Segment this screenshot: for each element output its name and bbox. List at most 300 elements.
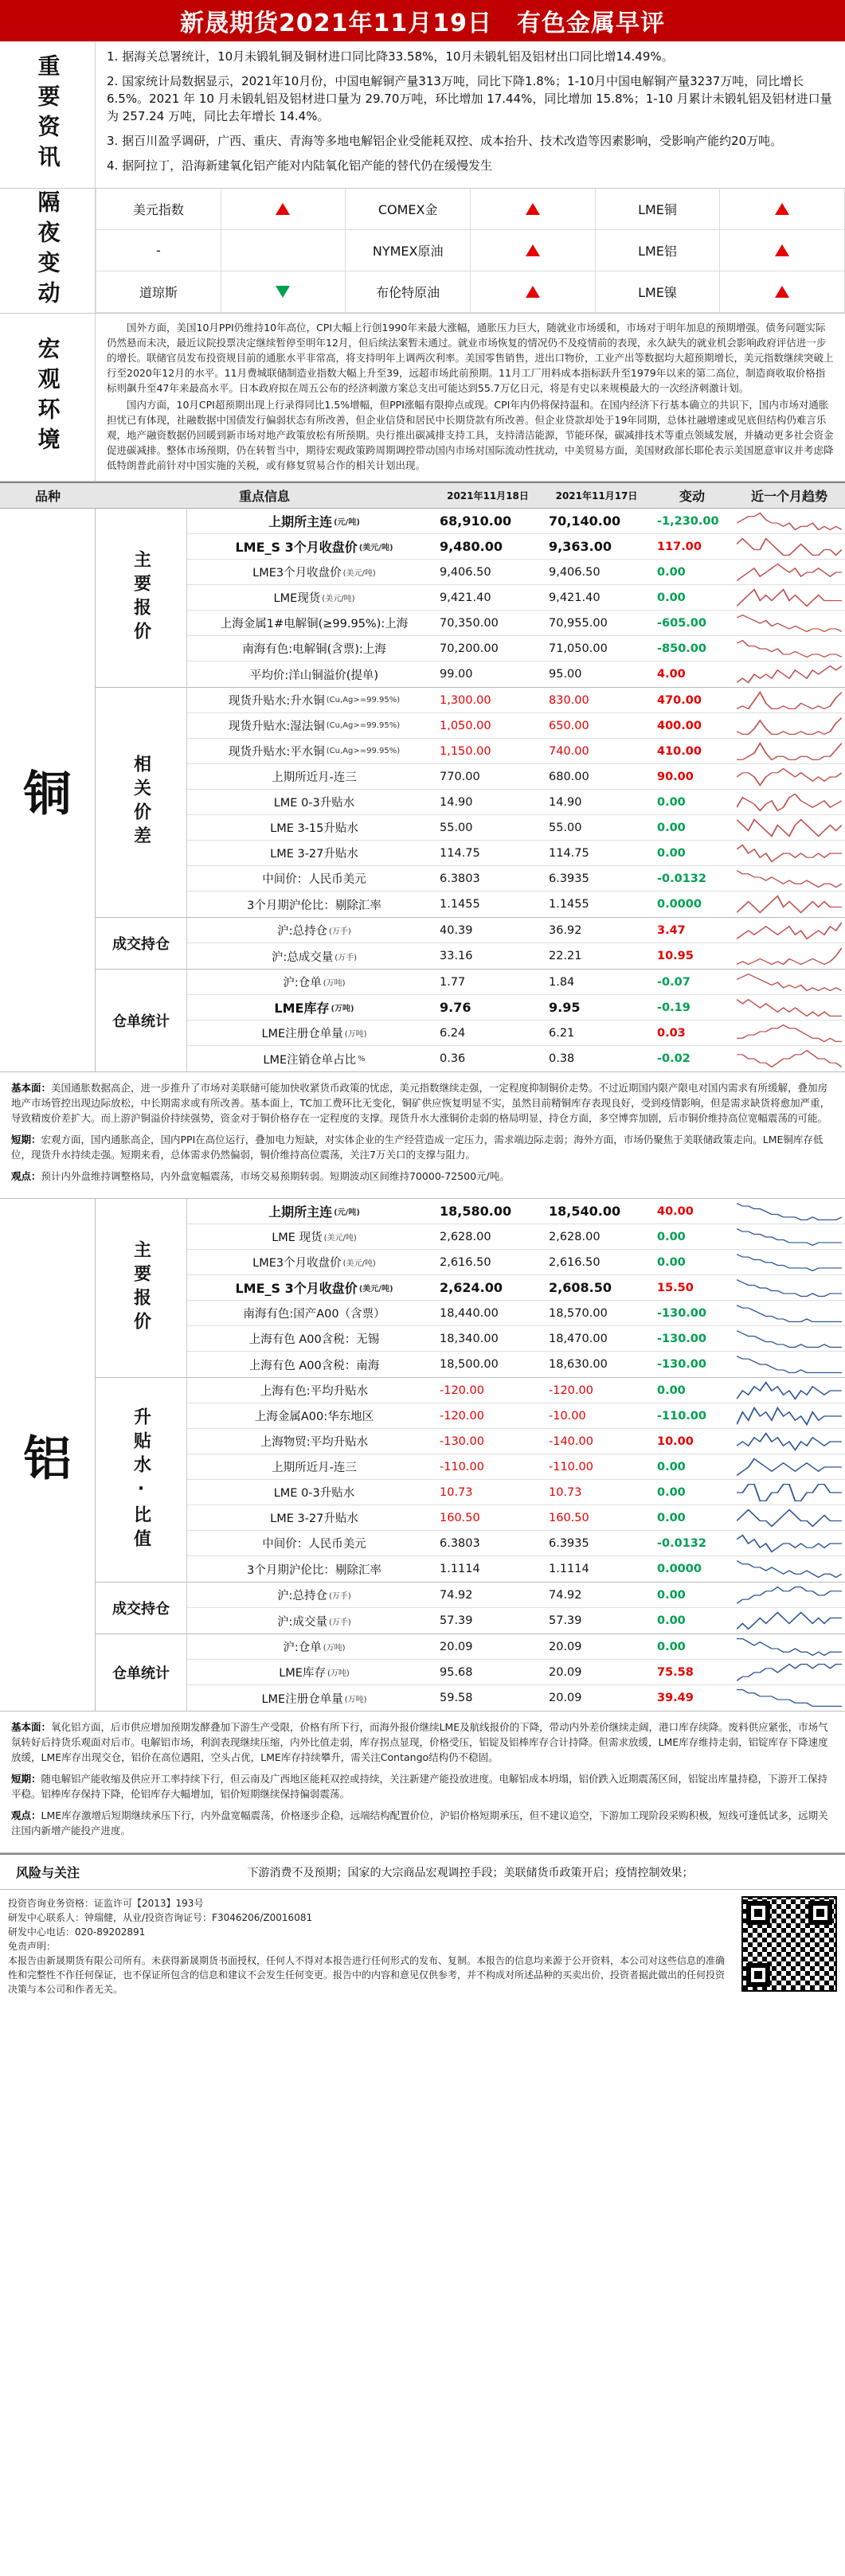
table-row bbox=[187, 970, 845, 995]
value-current: 1.1455 bbox=[440, 898, 480, 911]
row-unit: (Cu,Ag>=99.95%) bbox=[326, 747, 401, 755]
value-previous: 57.39 bbox=[549, 1614, 582, 1627]
trend-cell bbox=[734, 970, 845, 994]
row-unit: (美元/吨) bbox=[342, 1259, 376, 1268]
overnight-direction bbox=[471, 271, 596, 313]
comment-text: 预计内外盘维持调整格局，内外盘宽幅震荡，市场交易预期转弱。短期波动区间维持70000-72500元/吨。 bbox=[41, 1170, 510, 1182]
news-body bbox=[96, 41, 845, 188]
trend-line bbox=[737, 1433, 842, 1450]
value-current: 770.00 bbox=[440, 770, 480, 783]
value-previous: 650.00 bbox=[549, 719, 589, 732]
comment-paragraph bbox=[11, 1719, 834, 1765]
row-name-text: 现货升贴水:平水铜 bbox=[228, 746, 325, 759]
value-change: -1,230.00 bbox=[657, 514, 719, 528]
value-current: 6.3803 bbox=[440, 872, 480, 885]
trend-sparkline bbox=[737, 1585, 842, 1606]
row-name bbox=[187, 896, 433, 913]
row-name bbox=[187, 640, 433, 657]
row-name bbox=[187, 1305, 433, 1321]
trend-sparkline bbox=[737, 638, 842, 659]
trend-cell bbox=[734, 535, 845, 559]
trend-line bbox=[737, 666, 842, 683]
value-previous: 2,608.50 bbox=[549, 1280, 612, 1295]
value-current: -120.00 bbox=[440, 1409, 484, 1423]
trend-sparkline bbox=[737, 1533, 842, 1554]
arrow-up-icon bbox=[775, 244, 789, 256]
trend-sparkline bbox=[737, 741, 842, 762]
footer-line: 投资咨询业务资格：证监许可【2013】193号 bbox=[8, 1898, 204, 1909]
trend-line bbox=[737, 1356, 842, 1373]
news-item: 2. 国家统计局数据显示，2021年10月份，中国电解铜产量313万吨，同比下降1.8%；1-10月中国电解铜产量3237万吨，同比增长6.5%。2021 年 10 月未锻轧铝及铝材进口量为 29.70万吨，环比增加 17.44%，同比增加 15.8%；1-10 月累计未锻轧铝及铝材进口量为 257.24 万吨，同比去年增长 14.4%。 bbox=[107, 74, 832, 123]
row-name-text: LME现货 bbox=[273, 592, 321, 605]
row-unit: (美元/吨) bbox=[322, 595, 355, 603]
trend-line bbox=[737, 1407, 842, 1424]
row-unit: (万吨) bbox=[344, 1030, 367, 1039]
footer-line: 研发中心联系人：钟瑞健，从业/投资咨询证号：F3046206/Z0016081 bbox=[8, 1912, 313, 1923]
trend-sparkline bbox=[737, 1201, 842, 1222]
value-change: 75.58 bbox=[657, 1665, 694, 1679]
table-row bbox=[187, 1224, 845, 1250]
trend-sparkline bbox=[737, 1482, 842, 1503]
overnight-direction bbox=[720, 271, 845, 313]
value-change: 0.00 bbox=[657, 565, 686, 579]
row-name-text: LME 0-3升贴水 bbox=[273, 1487, 355, 1500]
row-name-text: LME 3-15升贴水 bbox=[270, 822, 358, 835]
table-row bbox=[187, 509, 845, 534]
trend-line bbox=[737, 896, 842, 913]
trend-sparkline bbox=[737, 1048, 842, 1069]
table-row bbox=[187, 943, 845, 969]
table-header bbox=[0, 482, 845, 509]
value-previous: 1.1114 bbox=[549, 1563, 589, 1575]
value-current: 40.39 bbox=[440, 923, 473, 937]
news-item: 4. 据阿拉丁，沿海新建氧化铝产能对内陆氧化铝产能的替代仍在缓慢发生 bbox=[107, 158, 493, 173]
trend-line bbox=[737, 1690, 842, 1707]
table-row bbox=[187, 560, 845, 585]
table-row bbox=[187, 688, 845, 713]
table-row bbox=[187, 815, 845, 841]
trend-line bbox=[737, 538, 842, 555]
value-change: 0.00 bbox=[657, 1460, 686, 1473]
overnight-name: LME铝 bbox=[596, 230, 721, 271]
trend-cell bbox=[734, 611, 845, 635]
value-current: 9,480.00 bbox=[440, 539, 503, 554]
row-name bbox=[187, 1561, 433, 1578]
value-previous: 160.50 bbox=[549, 1511, 589, 1524]
value-change: 90.00 bbox=[657, 770, 694, 783]
price-group bbox=[96, 1378, 845, 1583]
table-row bbox=[187, 918, 845, 943]
value-previous: 20.09 bbox=[549, 1692, 582, 1704]
value-change: 0.00 bbox=[657, 1230, 686, 1243]
group-rows bbox=[187, 918, 845, 969]
value-change: -130.00 bbox=[657, 1332, 706, 1345]
table-row bbox=[187, 1685, 845, 1711]
value-previous: 740.00 bbox=[549, 744, 589, 758]
row-name bbox=[187, 768, 433, 785]
row-name-text: LME 0-3升贴水 bbox=[273, 797, 355, 810]
footer bbox=[0, 1890, 845, 2003]
row-name-text: 平均价:洋山铜溢价(提单) bbox=[249, 669, 379, 682]
table-row bbox=[187, 790, 845, 815]
trend-cell bbox=[734, 1506, 845, 1530]
value-current: 99.00 bbox=[440, 668, 473, 681]
trend-cell bbox=[734, 841, 845, 865]
comment-text: 氧化铝方面，后市供应增加预期发酵叠加下游生产受限，价格有所下行，而海外报价继续LME及航线报价的下降，带动内外差价继续走阔，港口库存续降。废料供应紧张，市场气氛转好后持货乐观面对后市。电解铝市场，利润表现继续压缩，内外比值走弱，库存拐点显现，价格受压，铝锭及铝棒库存合计持降。但需求放缓，LME库存维持走弱，铝锭库存下降速度放缓，LME库存出现交仓，铝价在高位遇阻，空头占优，LME库存持续攀升，需关注Contango结构仍不稳固。 bbox=[11, 1721, 828, 1763]
row-name-text: LME 3-27升贴水 bbox=[270, 848, 358, 861]
trend-sparkline bbox=[737, 1431, 842, 1452]
value-current: 70,350.00 bbox=[440, 616, 499, 630]
row-name bbox=[187, 743, 433, 759]
row-name-text: 上期所主连 bbox=[268, 514, 333, 529]
footer-line: 免责声明： bbox=[8, 1941, 57, 1952]
value-change: 40.00 bbox=[657, 1204, 694, 1218]
group-rows bbox=[187, 1634, 845, 1711]
trend-line bbox=[737, 922, 842, 939]
group-rows bbox=[187, 1583, 845, 1633]
table-row bbox=[187, 1454, 845, 1480]
trend-line bbox=[737, 1587, 842, 1603]
row-name-text: LME注销仓单占比 bbox=[263, 1053, 357, 1067]
value-current: 18,500.00 bbox=[440, 1358, 499, 1371]
group-rows bbox=[187, 1378, 845, 1582]
value-change: 10.95 bbox=[657, 950, 694, 962]
copper-label: 铜 bbox=[0, 509, 96, 1071]
news-section bbox=[0, 41, 845, 189]
comment-text: 美国通胀数据高企，进一步推升了市场对美联储可能加快收紧货币政策的忧虑，美元指数继续走强，一定程度抑制铜价走势。不过近期国内限产限电对国内需求有所缓解，叠加房地产市场管控出现边际放松，中长期需求或有所改善。基本面上，TC加工费环比无变化，铜矿供应恢复明显不实，虽然目前精铜库存表现良好，受到疫情影响，但是需求缺货将愈加严重，导致精废价差扩大。而上游沪铜溢价持续强势，资金对于铜价格存在一定程度的支撑。现货升水大涨铜价走弱的格局明显，持仓方面，多空博弈加剧，后市铜价维持高位宽幅震荡的可能。 bbox=[11, 1082, 831, 1124]
value-previous: 6.21 bbox=[549, 1026, 575, 1040]
table-row bbox=[187, 1326, 845, 1352]
arrow-up-icon bbox=[526, 203, 540, 215]
group-label: 成交持仓 bbox=[96, 918, 187, 969]
row-unit: (美元/吨) bbox=[358, 544, 393, 552]
value-current: 18,580.00 bbox=[440, 1204, 512, 1219]
overnight-name: - bbox=[96, 230, 221, 271]
trend-cell bbox=[734, 1404, 845, 1428]
value-change: 0.00 bbox=[657, 1511, 686, 1524]
row-unit: (Cu,Ag>=99.95%) bbox=[326, 696, 401, 704]
row-name-text: 3个月期沪伦比：剔除汇率 bbox=[247, 899, 381, 912]
macro-paragraph: 国外方面，美国10月PPI仍维持10年高位，CPI大幅上行创1990年来最大涨幅，通胀压力巨大，随就业市场缓和，市场对于明年加息的预期增强。债务问题实际仍然悬而未决，最近议院投票决定继续暂停至明年12月，但后续法案暂未通过。就业市场恢复的情况仍不及疫情前的表现，永久缺失的就业机会影响政府评估进一步的增长。联储官员发布投资规目前的通胀水平非常高，将支持明年上调两次利率。美国零售销售，进出口物价，工业产出等数据均大超预期增长，美元指数继续突破上行至2020年12月的水平。11月费城联储制造业指数大幅上升至39，远超市场此前预期。11月工厂用料成本指标跃升至1979年以来的第二高位，制造商收取价格指标则飙升至47年来最高水平。日本政府拟在周五公布的经济刺激方案总支出可能达到55.7万亿日元，将是有史以来规模最大的一次经济刺激计划。 bbox=[107, 322, 834, 394]
trend-cell bbox=[734, 1047, 845, 1071]
value-previous: 20.09 bbox=[549, 1640, 582, 1653]
comment-heading: 短期： bbox=[11, 1773, 41, 1785]
table-row bbox=[187, 1275, 845, 1301]
table-row bbox=[187, 892, 845, 917]
value-previous: -140.00 bbox=[549, 1434, 593, 1448]
row-name bbox=[187, 1587, 433, 1603]
trend-sparkline bbox=[737, 1688, 842, 1708]
trend-sparkline bbox=[737, 972, 842, 993]
trend-cell bbox=[734, 1225, 845, 1249]
copper-comment bbox=[0, 1072, 845, 1199]
value-current: 14.90 bbox=[440, 795, 473, 809]
value-current: 2,616.50 bbox=[440, 1255, 491, 1269]
row-name bbox=[187, 692, 433, 708]
footer-text bbox=[8, 1896, 734, 1996]
row-name-text: LME_S 3个月收盘价 bbox=[235, 540, 358, 555]
trend-sparkline bbox=[737, 1329, 842, 1349]
footer-line: 本报告由新晟期货有限公司所有。未获得新晟期货书面授权，任何人不得对本报告进行任何形式的发布、复制。本报告的信息均来源于公开资料，本公司对这些信息的准确性和完整性不作任何保证，也不保证所包含的信息和建议不会发生任何变更。报告中的内容和意见仅供参考，并不构成对所述品种的买卖出价，投资者据此做出的任何投资决策与本公司和作者无关。 bbox=[8, 1955, 726, 1995]
overnight-name: LME铜 bbox=[596, 189, 721, 230]
value-current: 9,421.40 bbox=[440, 591, 491, 604]
value-change: 400.00 bbox=[657, 719, 702, 732]
trend-cell bbox=[734, 1302, 845, 1325]
trend-line bbox=[737, 1305, 842, 1321]
row-name bbox=[187, 1484, 433, 1501]
table-row bbox=[187, 1250, 845, 1275]
trend-sparkline bbox=[737, 1508, 842, 1528]
row-name bbox=[187, 1278, 433, 1297]
value-current: 9.76 bbox=[440, 1000, 471, 1015]
value-change: -0.02 bbox=[657, 1052, 690, 1065]
value-current: 10.73 bbox=[440, 1485, 473, 1499]
row-name-text: 南海有色:电解铜(含票):上海 bbox=[242, 643, 386, 656]
value-change: 0.00 bbox=[657, 795, 686, 809]
comment-heading: 基本面： bbox=[11, 1082, 52, 1094]
value-previous: 0.38 bbox=[549, 1052, 575, 1065]
trend-line bbox=[737, 1025, 842, 1041]
trend-line bbox=[737, 974, 842, 990]
arrow-up-icon bbox=[775, 203, 789, 215]
value-current: 18,440.00 bbox=[440, 1306, 499, 1320]
value-change: 0.00 bbox=[657, 1384, 686, 1397]
trend-sparkline bbox=[737, 664, 842, 685]
value-previous: 2,616.50 bbox=[549, 1255, 600, 1269]
macro-section bbox=[0, 314, 845, 482]
group-label: 相关价差 bbox=[96, 688, 187, 917]
macro-paragraph: 国内方面，10月CPI超预期出现上行录得同比1.5%增幅，但PPI涨幅有限抑点或现。CPI年内仍将保持温和。在国内经济下行基本确立的共识下，国内市场对通胀担忧已有体现，社融数据中国债发行偏弱状态有所改善，但企业信贷和居民中长期贷款有所改善。但企业贷款却处于19年同期，总体社融增速或见底但结构仍难言乐观，地产融资数据仍回暖到新市场对地产政策放松有所预期。央行推出碳减排支持工具，支持清洁能源，节能环保，碳减排技术等重点领域发展，并撬动更多社会资金促进碳减排。整体市场预期，仍在转暂当中，期待宏观政策跨周期调控带动国内市场对国际流动性扰动，中美贸易方面，美国财政部长耶伦表示美国愿意审议并考虑降低特朗普此前针对中国实施的关税，或有修复贸易合作的相关计划出现。 bbox=[107, 399, 834, 471]
row-name-text: 沪:仓单 bbox=[283, 977, 322, 989]
arrow-up-icon bbox=[526, 244, 540, 256]
comment-heading: 观点： bbox=[11, 1809, 41, 1821]
row-name bbox=[187, 1535, 433, 1551]
value-current: 0.36 bbox=[440, 1052, 466, 1065]
value-previous: 1.1455 bbox=[549, 898, 589, 911]
value-change: 0.0000 bbox=[657, 1563, 702, 1575]
risk-section bbox=[0, 1853, 845, 1890]
value-change: 39.49 bbox=[657, 1692, 694, 1704]
price-group bbox=[96, 918, 845, 970]
value-change: -0.07 bbox=[657, 975, 690, 989]
row-name bbox=[187, 974, 433, 990]
trend-sparkline bbox=[737, 1278, 842, 1298]
row-unit: (万手) bbox=[329, 1592, 351, 1601]
header-key-info: 重点信息 bbox=[238, 489, 290, 504]
row-unit: (元/吨) bbox=[334, 518, 360, 527]
comment-paragraph bbox=[11, 1808, 834, 1838]
trend-sparkline bbox=[737, 1252, 842, 1273]
trend-cell bbox=[734, 560, 845, 584]
group-label: 主要报价 bbox=[96, 509, 187, 687]
aluminum-groups bbox=[96, 1199, 845, 1711]
table-row bbox=[187, 1608, 845, 1633]
trend-sparkline bbox=[737, 1380, 842, 1401]
value-previous: 18,470.00 bbox=[549, 1332, 608, 1345]
table-row bbox=[187, 713, 845, 739]
trend-cell bbox=[734, 1455, 845, 1479]
comment-text: 宏观方面，国内通胀高企，国内PPI在高位运行，叠加电力短缺，对实体企业的生产经营造成一定压力，需求端边际走弱；海外方面，市场仍聚焦于美联储政策走向。LME铜库存低位，现货升水持续走强。短期来看，总体需求仍然偏弱，铜价维持高位震荡，关注7万关口的支撑与阻力。 bbox=[11, 1134, 823, 1161]
overnight-direction bbox=[720, 189, 845, 230]
trend-sparkline bbox=[737, 1354, 842, 1375]
value-previous: 9.95 bbox=[549, 1000, 581, 1015]
row-name bbox=[187, 998, 433, 1017]
trend-line bbox=[737, 845, 842, 861]
macro-label: 宏观环境 bbox=[0, 314, 96, 481]
trend-sparkline bbox=[737, 587, 842, 608]
trend-sparkline bbox=[737, 843, 842, 864]
value-previous: 14.90 bbox=[549, 795, 582, 809]
row-name-text: 上海有色 A00含税：无锡 bbox=[248, 1333, 380, 1346]
comment-heading: 短期： bbox=[11, 1134, 41, 1146]
row-name bbox=[187, 537, 433, 556]
trend-sparkline bbox=[737, 1303, 842, 1324]
row-name-text: LME库存 bbox=[274, 1001, 330, 1016]
trend-cell bbox=[734, 1276, 845, 1300]
value-change: -0.19 bbox=[657, 1001, 690, 1014]
value-change: -0.0132 bbox=[657, 872, 706, 885]
overnight-name: COMEX金 bbox=[346, 189, 471, 230]
row-name bbox=[187, 1382, 433, 1399]
overnight-name: 道琼斯 bbox=[96, 271, 221, 313]
value-previous: 2,628.00 bbox=[549, 1230, 600, 1243]
value-change: -130.00 bbox=[657, 1358, 706, 1371]
comment-paragraph bbox=[11, 1132, 834, 1162]
overnight-label: 隔夜变动 bbox=[0, 189, 96, 313]
row-name bbox=[187, 1458, 433, 1475]
overnight-grid bbox=[96, 189, 845, 313]
trend-sparkline bbox=[737, 1610, 842, 1631]
trend-sparkline bbox=[737, 818, 842, 838]
header-date1: 2021年11月18日 bbox=[447, 490, 529, 502]
table-row bbox=[187, 1634, 845, 1660]
row-name-text: LME 3-27升贴水 bbox=[270, 1512, 358, 1525]
row-name bbox=[187, 1330, 433, 1347]
trend-line bbox=[737, 794, 842, 810]
trend-cell bbox=[734, 662, 845, 686]
row-name-text: LME3个月收盘价 bbox=[252, 1257, 342, 1270]
value-previous: -10.00 bbox=[549, 1409, 586, 1423]
row-name-text: 现货升贴水:升水铜 bbox=[228, 695, 325, 708]
value-current: 2,628.00 bbox=[440, 1230, 491, 1243]
group-rows bbox=[187, 509, 845, 687]
value-current: 20.09 bbox=[440, 1640, 473, 1653]
trend-cell bbox=[734, 740, 845, 763]
row-name-text: 中间价：人民币美元 bbox=[262, 873, 366, 886]
row-name-text: 上海有色 A00含税：南海 bbox=[248, 1359, 380, 1372]
row-unit: (万吨) bbox=[323, 1644, 346, 1653]
trend-cell bbox=[734, 1532, 845, 1555]
row-unit: (Cu,Ag>=99.95%) bbox=[326, 721, 401, 730]
value-current: 74.92 bbox=[440, 1588, 473, 1602]
overnight-direction bbox=[720, 230, 845, 271]
table-row bbox=[187, 1403, 845, 1429]
trend-line bbox=[737, 513, 842, 529]
value-previous: 18,540.00 bbox=[549, 1204, 621, 1219]
row-name bbox=[187, 666, 433, 683]
trend-cell bbox=[734, 790, 845, 814]
trend-cell bbox=[734, 1352, 845, 1376]
aluminum-section bbox=[0, 1199, 845, 1711]
value-change: 410.00 bbox=[657, 744, 702, 758]
value-previous: 9,363.00 bbox=[549, 539, 612, 554]
value-change: 470.00 bbox=[657, 693, 702, 707]
row-name bbox=[187, 1254, 433, 1270]
trend-sparkline bbox=[737, 1023, 842, 1044]
comment-paragraph bbox=[11, 1771, 834, 1801]
header-change: 变动 bbox=[679, 489, 705, 504]
trend-line bbox=[737, 1330, 842, 1347]
value-previous: 36.92 bbox=[549, 923, 582, 937]
group-rows bbox=[187, 688, 845, 917]
overnight-name: LME镍 bbox=[596, 271, 721, 313]
row-name-text: 上海有色:平均升贴水 bbox=[260, 1385, 369, 1398]
row-name-text: 上海金属1#电解铜(≥99.95%):上海 bbox=[220, 618, 409, 630]
trend-sparkline bbox=[737, 792, 842, 813]
trend-cell bbox=[734, 1251, 845, 1274]
overnight-section bbox=[0, 189, 845, 314]
row-unit: (万吨) bbox=[344, 1695, 367, 1704]
trend-sparkline bbox=[737, 716, 842, 736]
row-name bbox=[187, 1690, 433, 1707]
value-previous: 95.00 bbox=[549, 668, 582, 681]
trend-line bbox=[737, 1664, 842, 1680]
row-name bbox=[187, 1025, 433, 1041]
row-name bbox=[187, 1228, 433, 1245]
trend-sparkline bbox=[737, 1457, 842, 1477]
value-previous: 71,050.00 bbox=[549, 642, 608, 655]
row-name-text: 沪:成交量 bbox=[277, 1615, 328, 1629]
overnight-direction bbox=[471, 189, 596, 230]
trend-cell bbox=[734, 1200, 845, 1224]
value-change: 0.00 bbox=[657, 821, 686, 834]
table-row bbox=[187, 1429, 845, 1454]
trend-line bbox=[737, 1051, 842, 1067]
header-variety: 品种 bbox=[34, 489, 61, 504]
group-label: 升贴水·比值 bbox=[96, 1378, 187, 1582]
overnight-direction bbox=[221, 271, 346, 313]
value-current: 59.58 bbox=[440, 1692, 473, 1704]
value-current: 160.50 bbox=[440, 1511, 480, 1524]
trend-sparkline bbox=[737, 868, 842, 889]
row-name bbox=[187, 1613, 433, 1630]
row-name-text: 沪:总持仓 bbox=[277, 1590, 328, 1602]
row-name-text: 沪:总持仓 bbox=[277, 925, 328, 938]
qr-code-icon bbox=[741, 1896, 837, 1992]
arrow-up-icon bbox=[775, 286, 789, 298]
row-unit: (美元/吨) bbox=[358, 1285, 393, 1294]
trend-sparkline bbox=[737, 690, 842, 711]
arrow-down-icon bbox=[276, 286, 290, 298]
value-current: 114.75 bbox=[440, 846, 480, 860]
row-name-text: 沪:总成交量 bbox=[271, 950, 334, 964]
trend-sparkline bbox=[737, 894, 842, 915]
value-previous: -120.00 bbox=[549, 1384, 593, 1397]
row-name-text: 中间价：人民币美元 bbox=[262, 1538, 366, 1551]
trend-cell bbox=[734, 689, 845, 712]
row-name-text: 现货升贴水:湿法铜 bbox=[228, 720, 325, 733]
table-row bbox=[187, 1505, 845, 1531]
trend-line bbox=[737, 1228, 842, 1245]
value-current: 18,340.00 bbox=[440, 1332, 499, 1345]
table-row bbox=[187, 841, 845, 866]
trend-cell bbox=[734, 1327, 845, 1351]
row-name-text: LME库存 bbox=[279, 1667, 326, 1680]
trend-line bbox=[737, 1254, 842, 1270]
row-name-text: LME注册仓单量 bbox=[261, 1028, 343, 1040]
row-name-text: 3个月期沪伦比：剔除汇率 bbox=[247, 1563, 381, 1577]
trend-cell bbox=[734, 1609, 845, 1633]
